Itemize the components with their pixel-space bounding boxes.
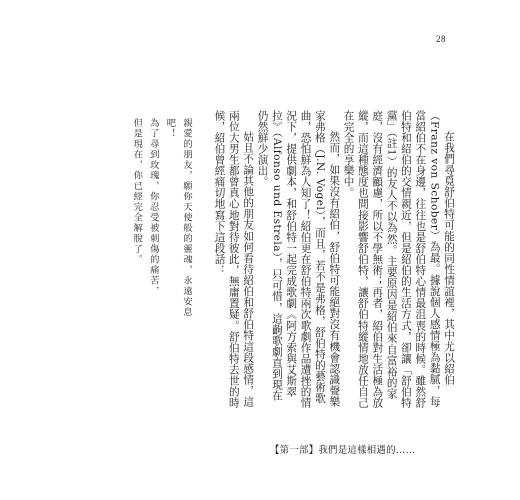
running-footer: 【第一部】我們是這樣相遇的…… <box>270 445 416 456</box>
paragraph-3: 姑且不論其他的朋友如何看待紹伯和舒伯特這段感情，這兩位大男生都曾真心地對待彼此，無庸置疑。舒伯特去世的時候，紹伯曾經痛切地寫下這段話： <box>213 110 255 409</box>
body-text <box>212 110 456 410</box>
quote-line-3: 但是現在，你已經完全解脫了。 <box>131 118 143 265</box>
quote-line-2: 為了尋到玫瑰，你忍受被刺傷的痛苦， <box>147 118 159 297</box>
paragraph-1: 在我們尋覓舒伯特可能的同性情誼裡，其中尤以紹伯（Franz von Schober）為最。據說個人感情極為黏膩，每當紹伯不在身邊，往往也是舒伯特心情最沮喪的時候。雖然舒伯特和紹伯的交情親近，但是紹伯的生活方式，卻讓「舒伯特黨」（註1）的友人不以為然。主要原因是紹伯來自富裕的家庭，沒有經濟顧慮，所以不學無術；再者，紹伯對生活極為放縱，而這種態度也間接影響舒伯特，讓舒伯特縱情地放任自己在完全的享樂中。 <box>342 110 455 409</box>
page-number: 28 <box>436 34 446 44</box>
quoted-letter <box>126 118 194 318</box>
quote-line-1: 親愛的朋友，願你天使般的靈魂，永遠安息吧！ <box>164 118 192 318</box>
paragraph-2: 然而，如果沒有紹伯，舒伯特可能絕對沒有機會認識聲樂家弗格（J.N. Vogel），而且，若不是弗格，舒伯特的藝術歌曲，恐怕鮮為人知了！紹伯更在舒伯特兩次歌劇作品遭挫的情況下，提供劇本，和舒伯特一起完成歌劇《阿方索與艾斯翠拉》（Alfonso und Estrela），只可惜，這齣歌劇直到現在仍然鮮少演出。 <box>256 110 341 409</box>
